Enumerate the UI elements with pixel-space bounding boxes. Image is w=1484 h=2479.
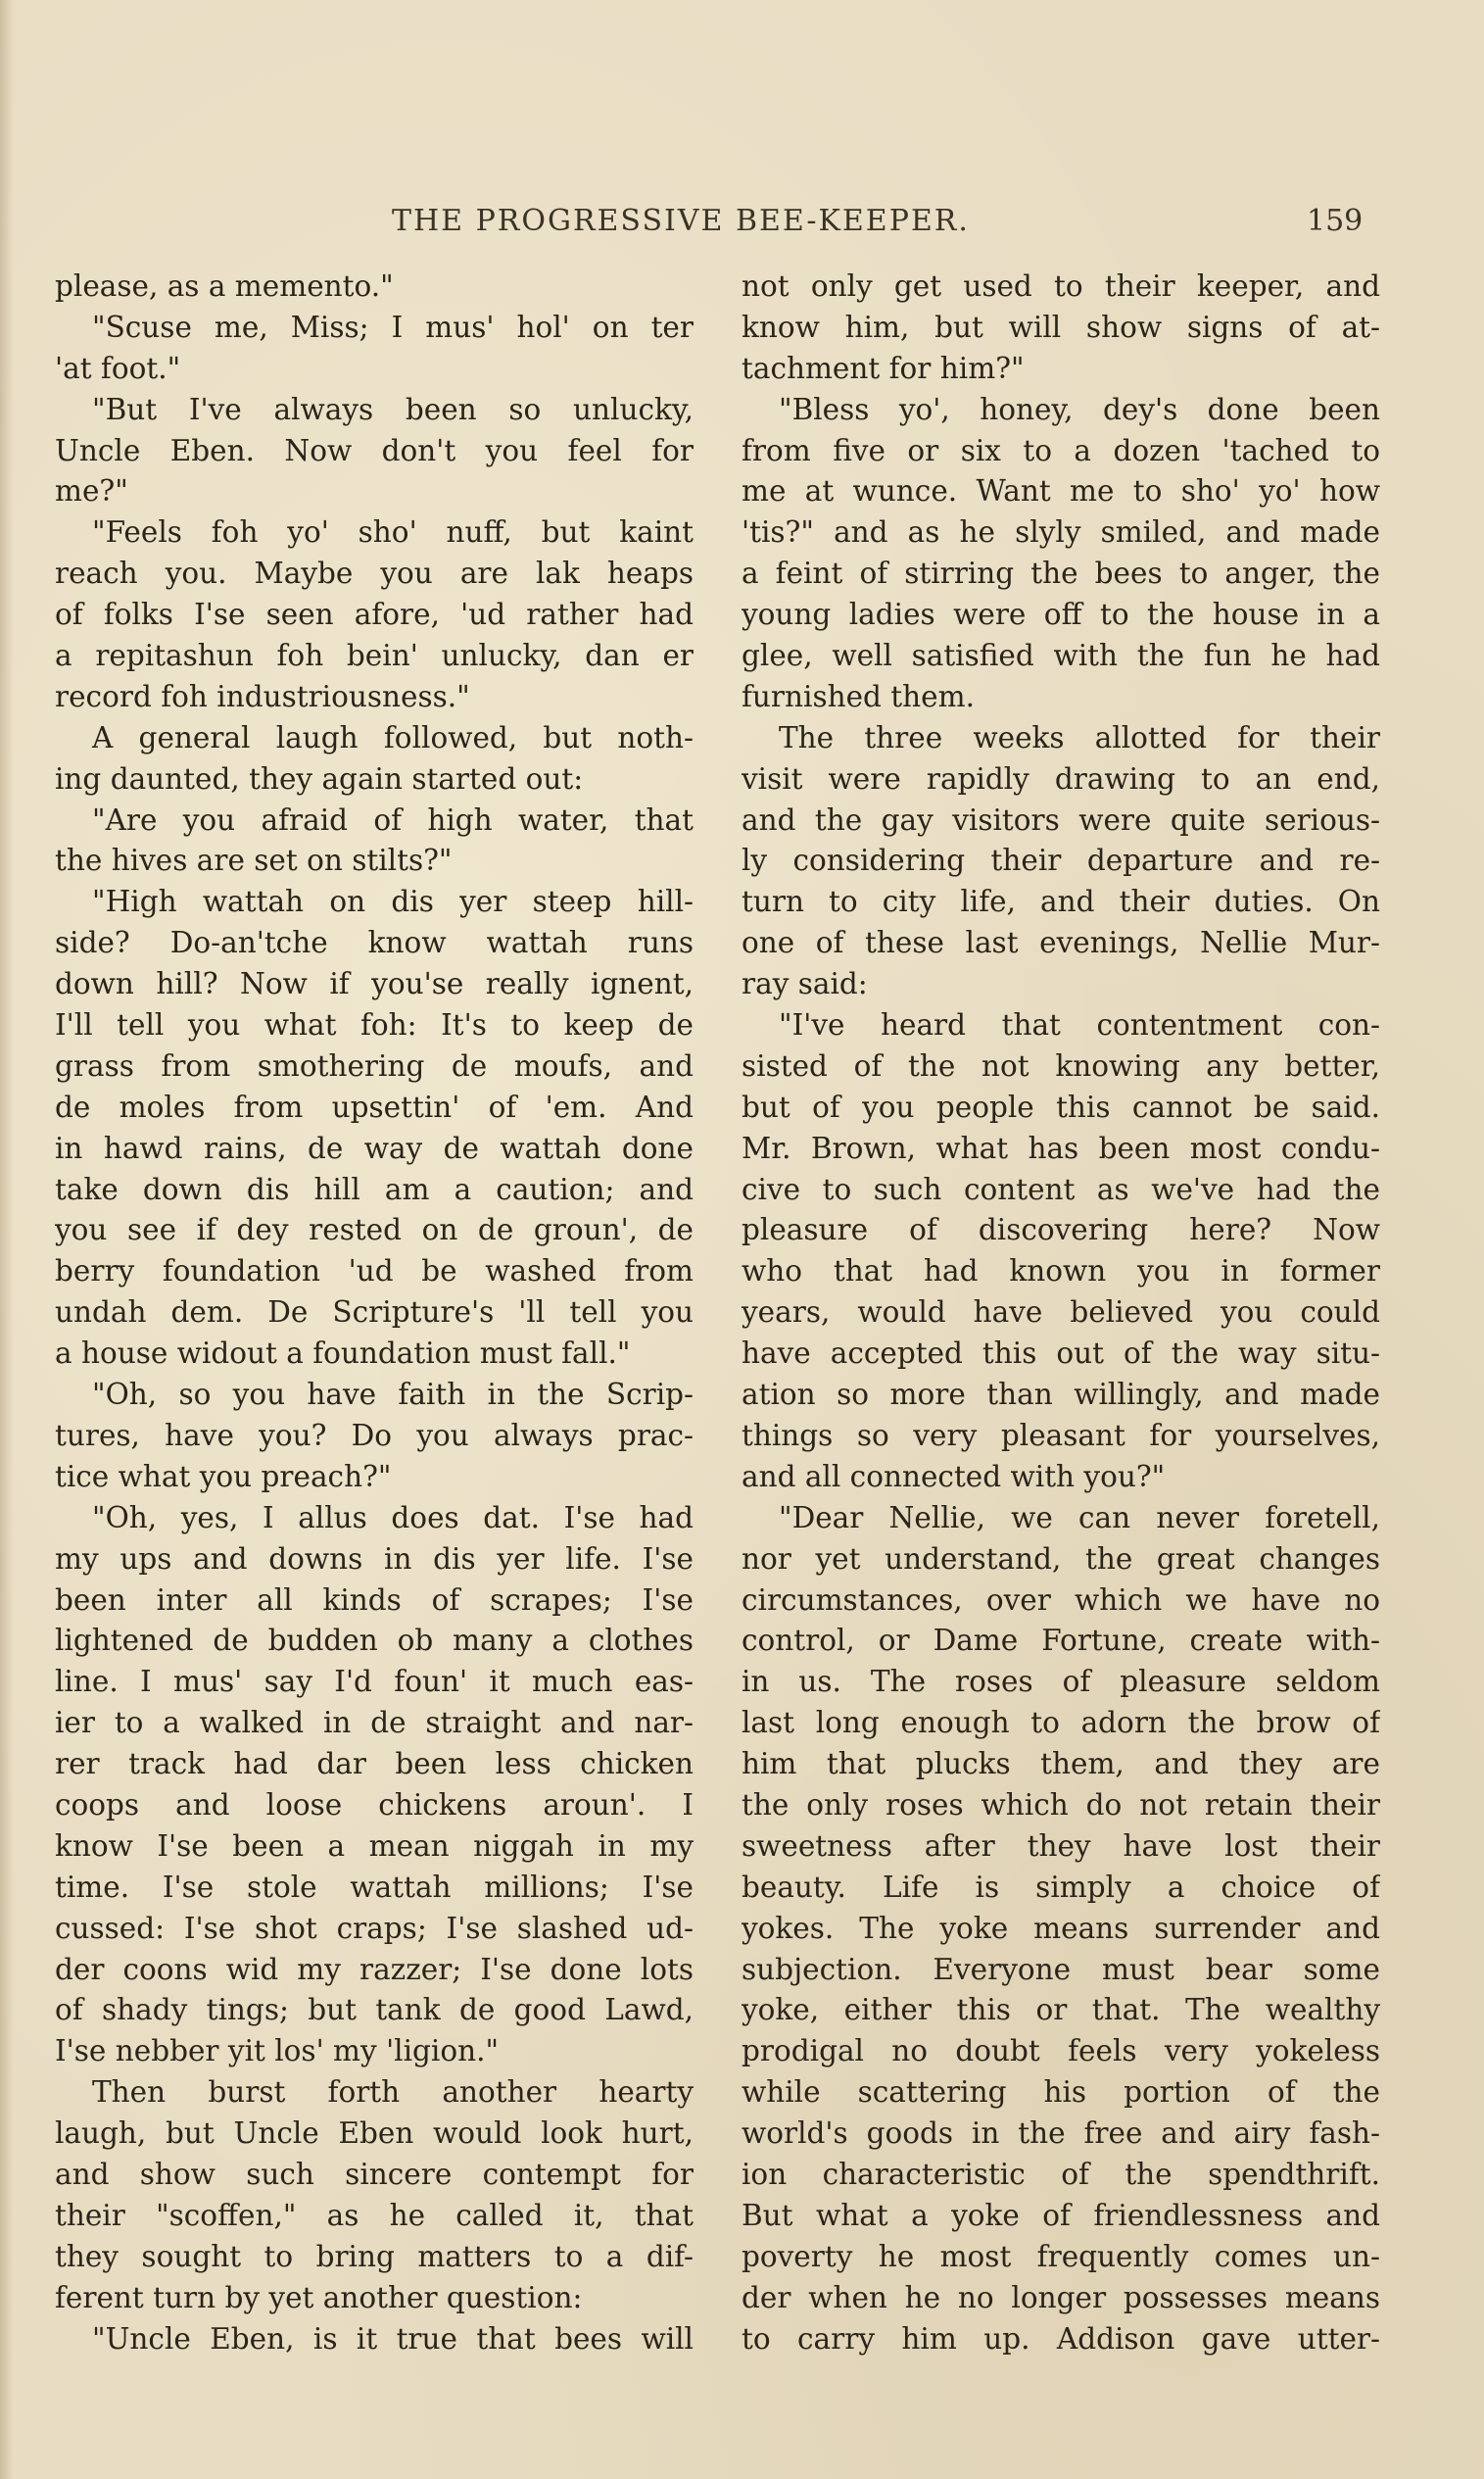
text-line: circumstances, over which we have no [742, 1582, 1380, 1617]
text-line: take down dis hill am a caution; and [55, 1172, 694, 1206]
text-line: ion characteristic of the spendthrift. [742, 2157, 1380, 2191]
text-line: world's goods in the free and airy fash- [742, 2116, 1380, 2151]
running-head [0, 204, 1484, 247]
text-line: been inter all kinds of scrapes; I'se [55, 1582, 694, 1617]
text-line: grass from smothering de moufs, and [55, 1048, 694, 1083]
text-line: "Scuse me, Miss; I mus' hol' on ter [92, 310, 694, 344]
text-line: A general laugh followed, but noth- [92, 720, 694, 754]
text-line: one of these last evenings, Nellie Mur- [742, 926, 1380, 960]
text-line: in us. The roses of pleasure seldom [742, 1665, 1380, 1699]
text-line: they sought to bring matters to a dif- [55, 2239, 694, 2273]
text-line: but of you people this cannot be said. [742, 1090, 1380, 1124]
binding-shadow [0, 0, 14, 2479]
text-line: ferent turn by yet another question: [55, 2280, 583, 2314]
text-line: know I'se been a mean niggah in my [55, 1828, 694, 1863]
text-line: time. I'se stole wattah millions; I'se [55, 1870, 694, 1904]
text-line: know him, but will show signs of at- [742, 310, 1380, 344]
text-line: tachment for him?" [742, 351, 1025, 385]
text-line: tice what you preach?" [55, 1459, 392, 1493]
text-line: young ladies were off to the house in a [742, 598, 1380, 632]
text-line: furnished them. [742, 679, 975, 713]
text-line: "Oh, so you have faith in the Scrip- [92, 1378, 694, 1412]
text-line: in hawd rains, de way de wattah done [55, 1131, 694, 1165]
text-line: I'll tell you what foh: It's to keep de [55, 1008, 694, 1043]
text-line: berry foundation 'ud be washed from [55, 1254, 694, 1288]
text-line: ing daunted, they again started out: [55, 761, 584, 796]
text-line: "But I've always been so unlucky, [92, 392, 694, 426]
text-line: me at wunce. Want me to sho' yo' how [742, 474, 1380, 509]
text-line: Mr. Brown, what has been most condu- [742, 1131, 1380, 1165]
text-line: years, would have believed you could [742, 1295, 1380, 1330]
text-line: ier to a walked in de straight and nar- [55, 1706, 694, 1740]
text-line: "Dear Nellie, we can never foretell, [779, 1500, 1380, 1534]
text-line: "Are you afraid of high water, that [92, 802, 694, 837]
text-line: But what a yoke of friendlessness and [742, 2198, 1380, 2232]
text-line: and show such sincere contempt for [55, 2157, 694, 2191]
text-line: not only get used to their keeper, and [742, 269, 1380, 303]
text-line: while scattering his portion of the [742, 2075, 1380, 2110]
text-line: the hives are set on stilts?" [55, 844, 453, 878]
text-line: lightened de budden ob many a clothes [55, 1624, 694, 1658]
text-line: yoke, either this or that. The wealthy [742, 1993, 1380, 2027]
text-line: please, as a memento." [55, 269, 394, 303]
text-line: ray said: [742, 967, 868, 1001]
text-line: cussed: I'se shot craps; I'se slashed ud- [55, 1911, 694, 1945]
text-line: reach you. Maybe you are lak heaps [55, 557, 694, 591]
text-line: sisted of the not knowing any better, [742, 1048, 1380, 1083]
text-line: "Bless yo', honey, dey's done been [779, 392, 1380, 426]
text-line: the only roses which do not retain their [742, 1787, 1380, 1822]
text-line: 'tis?" and as he slyly smiled, and made [742, 515, 1380, 550]
text-line: "Feels foh yo' sho' nuff, but kaint [92, 515, 694, 550]
text-line: of shady tings; but tank de good Lawd, [55, 1993, 694, 2027]
text-line: der coons wid my razzer; I'se done lots [55, 1952, 694, 1986]
text-line: laugh, but Uncle Eben would look hurt, [55, 2116, 694, 2151]
text-line: you see if dey rested on de groun', de [55, 1213, 694, 1247]
text-line: turn to city life, and their duties. On [742, 885, 1380, 919]
text-line: who that had known you in former [742, 1254, 1380, 1288]
text-line: line. I mus' say I'd foun' it much eas- [55, 1665, 694, 1699]
text-line: and all connected with you?" [742, 1459, 1166, 1493]
running-head-title: THE PROGRESSIVE BEE-KEEPER. [392, 204, 970, 238]
text-line: yokes. The yoke means surrender and [742, 1911, 1380, 1945]
text-line: ation so more than willingly, and made [742, 1378, 1380, 1412]
text-line: down hill? Now if you'se really ignent, [55, 967, 694, 1001]
text-line: things so very pleasant for yourselves, [742, 1418, 1380, 1452]
text-line: record foh industriousness." [55, 679, 470, 713]
text-line: side? Do-an'tche know wattah runs [55, 926, 694, 960]
text-line: "Uncle Eben, is it true that bees will [92, 2321, 694, 2356]
text-line: de moles from upsettin' of 'em. And [55, 1090, 694, 1124]
text-line: undah dem. De Scripture's 'll tell you [55, 1295, 694, 1330]
text-line: The three weeks allotted for their [779, 720, 1380, 754]
text-line: subjection. Everyone must bear some [742, 1952, 1380, 1986]
text-line: "High wattah on dis yer steep hill- [92, 885, 694, 919]
text-line: control, or Dame Fortune, create with- [742, 1624, 1380, 1658]
text-line: Uncle Eben. Now don't you feel for [55, 433, 694, 467]
text-line: him that plucks them, and they are [742, 1747, 1380, 1781]
text-line: tures, have you? Do you always prac- [55, 1418, 694, 1452]
text-line: a house widout a foundation must fall." [55, 1337, 631, 1371]
text-line: "Oh, yes, I allus does dat. I'se had [92, 1500, 694, 1534]
text-line: me?" [55, 474, 128, 509]
text-line: Then burst forth another hearty [92, 2075, 694, 2110]
right-text-column [742, 267, 1380, 2359]
text-line: I'se nebber yit los' my 'ligion." [55, 2034, 500, 2068]
text-line: prodigal no doubt feels very yokeless [742, 2034, 1380, 2068]
text-line: pleasure of discovering here? Now [742, 1213, 1380, 1247]
text-line: visit were rapidly drawing to an end, [742, 761, 1380, 796]
text-line: from five or six to a dozen 'tached to [742, 433, 1380, 467]
page-number: 159 [1307, 204, 1364, 238]
text-line: rer track had dar been less chicken [55, 1747, 694, 1781]
text-line: 'at foot." [55, 351, 181, 385]
text-line: poverty he most frequently comes un- [742, 2239, 1380, 2273]
text-line: a repitashun foh bein' unlucky, dan er [55, 639, 694, 673]
text-line: beauty. Life is simply a choice of [742, 1870, 1380, 1904]
text-line: of folks I'se seen afore, 'ud rather had [55, 598, 694, 632]
text-line: their "scoffen," as he called it, that [55, 2198, 694, 2232]
text-line: my ups and downs in dis yer life. I'se [55, 1541, 694, 1576]
text-line: a feint of stirring the bees to anger, the [742, 557, 1380, 591]
text-line: have accepted this out of the way situ- [742, 1337, 1380, 1371]
text-line: sweetness after they have lost their [742, 1828, 1380, 1863]
text-line: ly considering their departure and re- [742, 844, 1380, 878]
text-line: der when he no longer possesses means [742, 2280, 1380, 2314]
text-line: cive to such content as we've had the [742, 1172, 1380, 1206]
text-line: coops and loose chickens aroun'. I [55, 1787, 694, 1822]
text-line: glee, well satisfied with the fun he had [742, 639, 1380, 673]
text-line: "I've heard that contentment con- [779, 1008, 1380, 1043]
left-text-column [55, 267, 694, 2359]
text-line: last long enough to adorn the brow of [742, 1706, 1380, 1740]
text-line: to carry him up. Addison gave utter- [742, 2321, 1380, 2356]
text-line: and the gay visitors were quite serious- [742, 802, 1380, 837]
text-line: nor yet understand, the great changes [742, 1541, 1380, 1576]
